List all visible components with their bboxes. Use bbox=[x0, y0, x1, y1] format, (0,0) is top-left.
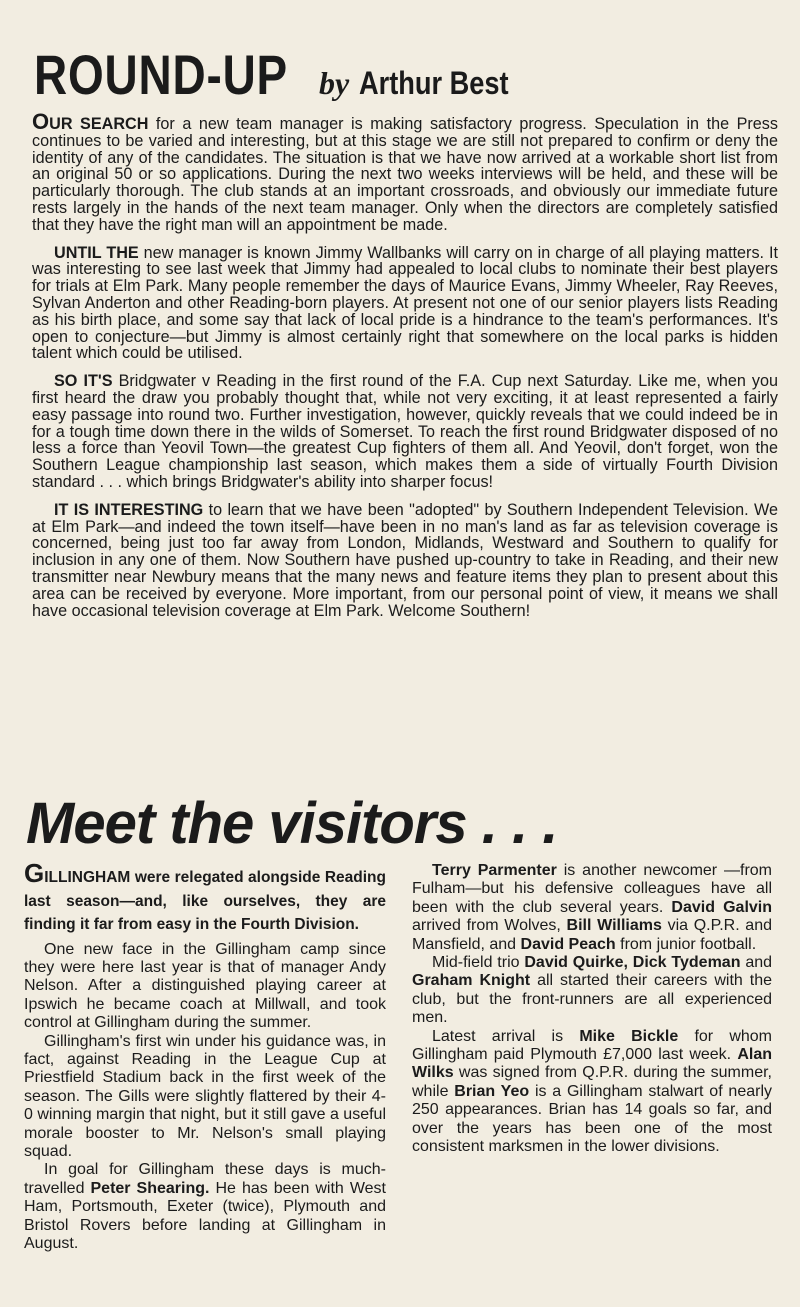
visitors-paragraph bbox=[24, 1161, 386, 1253]
visitors-column-right bbox=[412, 862, 772, 1157]
visitors-paragraph: One new face in the Gillingham camp since they were here last year is that of manager Andy Nelson. After a distinguished playing career at Ipswich he became coach at Millwall, and took control at Gillingham during the summer. bbox=[24, 940, 386, 1032]
paragraph-lead: UNTIL THE bbox=[54, 243, 139, 262]
text: and bbox=[740, 954, 773, 972]
player-name: David Quirke, Dick Tydeman bbox=[524, 954, 741, 972]
paragraph-lead: SO IT'S bbox=[54, 372, 113, 391]
player-name: Brian Yeo bbox=[454, 1082, 530, 1100]
intro-text: ILLINGHAM were relegated alongside Reading last season—and, like ourselves, they are finding it far from easy in the Fourth Division. bbox=[24, 869, 386, 933]
text: for whom Gillingham paid Plymouth £7,000 last week. bbox=[412, 1027, 772, 1064]
visitors-paragraph bbox=[412, 954, 772, 1028]
roundup-paragraph bbox=[32, 373, 778, 491]
byline-by: by bbox=[319, 65, 350, 101]
text: He has been with West Ham, Portsmouth, Exeter (twice), Plymouth and Bristol Rovers before landing at Gillingham in August. bbox=[24, 1179, 387, 1252]
paragraph-text: to learn that we have been "adopted" by Southern Independent Television. We at Elm Park—and indeed the town itself—have been in no man's land as far as television coverage is concerned, being just too far away from London, Midlands, Westward and Southern to qualify for inclusion in any one of them. Now Southern have pushed up-country to take in Reading, and their new transmitter near Newbury means that the many news and feature items they plan to present about this area can be received by everyone. More important, from our personal point of view, it means we shall have occasional television coverage at Elm Park. Welcome Southern! bbox=[32, 500, 778, 620]
byline-author: Arthur Best bbox=[359, 65, 509, 101]
player-name: Mike Bickle bbox=[579, 1027, 679, 1045]
roundup-paragraph bbox=[32, 109, 778, 234]
text: Latest arrival is bbox=[432, 1027, 580, 1045]
player-name: David Galvin bbox=[671, 898, 773, 916]
player-name: Bill Williams bbox=[566, 917, 662, 935]
roundup-article bbox=[32, 109, 779, 630]
text: arrived from Wolves, bbox=[412, 917, 567, 935]
visitors-column-left bbox=[24, 858, 387, 1253]
player-name: Alan Wilks bbox=[412, 1046, 772, 1082]
player-name: Graham Knight bbox=[412, 972, 531, 990]
visitors-paragraph bbox=[412, 862, 772, 954]
visitors-paragraph: Gillingham's first win under his guidance was, in fact, against Reading in the League Cup at Priestfield Stadium back in the first week of the season. The Gills were slightly flattered by their 4-0 winning margin that night, but it still gave a useful morale booster to Mr. Nelson's small playing squad. bbox=[24, 1032, 386, 1160]
text: from junior football. bbox=[615, 935, 757, 953]
drop-cap: O bbox=[32, 109, 50, 134]
text: In goal for Gillingham these days is much-travelled bbox=[24, 1161, 386, 1197]
paragraph-lead: UR SEARCH bbox=[49, 115, 149, 133]
text: Mid-field trio bbox=[432, 954, 525, 972]
paragraph-text: new manager is known Jimmy Wallbanks will carry on in charge of all playing matters. It was interesting to see last week that Jimmy had appealed to local clubs to nominate their best players for trials at Elm Park. Many people remember the days of Maurice Evans, Jimmy Wheeler, Ray Reeves, Sylvan Anderton and other Reading-born players. At present not one of our senior players lists Reading as his birth place, and some say that lack of local pride is a hindrance to the team's performances. It's open to conjecture—but Jimmy is almost certainly right that somewhere on the local parks is hidden talent which could be utilised. bbox=[32, 243, 778, 363]
text: is a Gillingham stalwart of nearly 250 appearances. Brian has 14 goals so far, and over the years has been one of the most consistent marksmen in the lower divisions. bbox=[412, 1082, 773, 1156]
player-name: Terry Parmenter bbox=[432, 862, 557, 879]
player-name: David Peach bbox=[520, 935, 616, 953]
text: is another newcomer —from Fulham—but his defensive colleagues have all been with the club several years. bbox=[412, 862, 773, 916]
meet-the-visitors-heading: Meet the visitors . . . bbox=[26, 791, 558, 856]
roundup-headline bbox=[34, 42, 535, 107]
visitors-intro bbox=[24, 858, 386, 937]
roundup-paragraph bbox=[32, 502, 778, 620]
text: all started their careers with the club, but the front-runners are all experienced men. bbox=[412, 972, 773, 1027]
paragraph-text: Bridgwater v Reading in the first round of the F.A. Cup next Saturday. Like me, when you first heard the draw you probably thought that, while not very exciting, it at least represented a fairly easy passage into round two. Further investigation, however, quickly reveals that we could indeed be in for a tough time down there in the wilds of Somerset. To reach the first round Bridgwater disposed of no less a force than Yeovil Town—the greatest Cup fighters of them all. And Yeovil, don't forget, won the Southern League championship last season, which makes them a side of virtually Fourth Division standard . . . which brings Bridgwater's ability into sharper focus! bbox=[32, 372, 779, 491]
visitors-paragraph bbox=[412, 1028, 772, 1157]
drop-cap: G bbox=[24, 858, 45, 888]
paragraph-text: for a new team manager is making satisfactory progress. Speculation in the Press continues to be varied and interesting, but at this stage we are still not prepared to confirm or deny the identity of any of the candidates. The situation is that we have now arrived at a workable short list from an original 50 or so applications. During the next two weeks interviews will be held, and these will be particularly thorough. The club stands at an important crossroads, and obviously our immediate future rests largely in the hands of the next team manager. Only when the directors are completely satisfied that they have the right man will an appointment be made. bbox=[32, 115, 778, 234]
roundup-paragraph bbox=[32, 245, 778, 363]
player-name: Peter Shearing. bbox=[90, 1179, 210, 1197]
paragraph-lead: IT IS INTERESTING bbox=[54, 500, 204, 519]
roundup-title: ROUND-UP bbox=[34, 43, 289, 106]
text: via Q.P.R. and Mansfield, and bbox=[412, 917, 773, 953]
text: was signed from Q.P.R. during the summer, while bbox=[412, 1064, 772, 1100]
